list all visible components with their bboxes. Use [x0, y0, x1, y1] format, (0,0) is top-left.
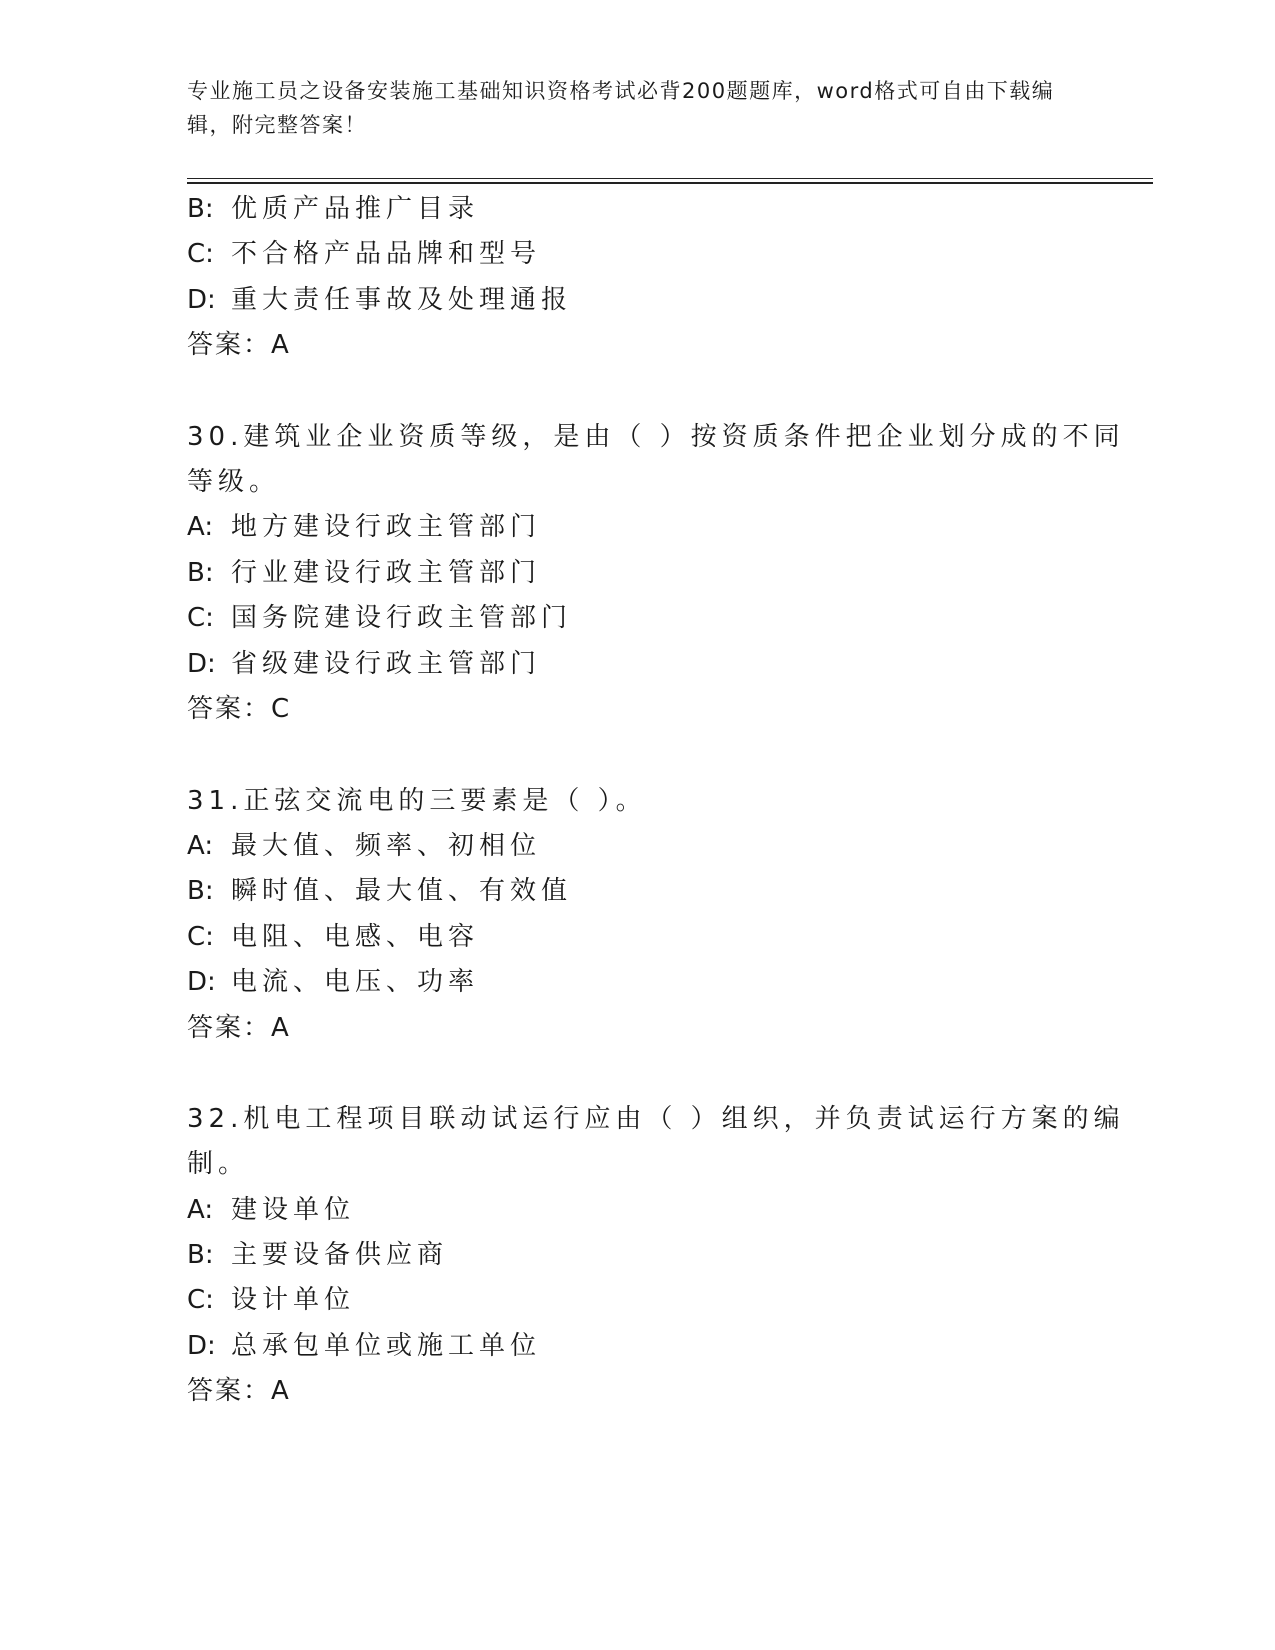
option-text: 重大责任事故及处理通报	[231, 285, 573, 315]
option-b	[187, 1240, 448, 1270]
option-b	[187, 558, 541, 588]
option-b	[187, 876, 572, 906]
option-letter: C:	[187, 922, 214, 952]
header-divider-thin	[187, 178, 1153, 179]
option-text: 主要设备供应商	[231, 1240, 449, 1270]
option-a	[187, 1195, 355, 1225]
answer: 答案：C	[187, 694, 292, 724]
option-letter: D:	[187, 285, 216, 315]
option-letter: B:	[187, 194, 214, 224]
option-c	[187, 922, 479, 952]
option-d	[187, 1331, 541, 1361]
option-letter: C:	[187, 603, 214, 633]
option-letter: C:	[187, 239, 214, 269]
answer: 答案：A	[187, 1013, 291, 1043]
option-letter: D:	[187, 967, 216, 997]
option-text: 行业建设行政主管部门	[231, 558, 542, 588]
answer: 答案：A	[187, 330, 291, 360]
option-b	[187, 194, 479, 224]
option-letter: B:	[187, 1240, 214, 1270]
question-32-stem: 32.机电工程项目联动试运行应由（ ）组织，并负责试运行方案的编	[187, 1104, 1125, 1134]
option-text: 最大值、频率、初相位	[231, 831, 542, 861]
option-text: 设计单位	[231, 1285, 356, 1315]
option-text: 瞬时值、最大值、有效值	[231, 876, 573, 906]
option-c	[187, 603, 572, 633]
option-d	[187, 967, 479, 997]
option-letter: A:	[187, 831, 214, 861]
option-letter: B:	[187, 876, 214, 906]
option-d	[187, 649, 541, 679]
answer: 答案：A	[187, 1376, 291, 1406]
option-c	[187, 1285, 355, 1315]
option-letter: A:	[187, 512, 214, 542]
option-letter: D:	[187, 649, 216, 679]
option-letter: D:	[187, 1331, 216, 1361]
question-32-stem-cont: 制。	[187, 1149, 250, 1179]
option-text: 优质产品推广目录	[231, 194, 480, 224]
option-text: 电流、电压、功率	[231, 967, 480, 997]
option-letter: A:	[187, 1195, 214, 1225]
option-letter: C:	[187, 1285, 214, 1315]
option-letter: B:	[187, 558, 214, 588]
header-divider-thick	[187, 182, 1153, 184]
option-text: 总承包单位或施工单位	[231, 1331, 542, 1361]
document-header: 专业施工员之设备安装施工基础知识资格考试必背200题题库，word格式可自由下载编辑，附完整答案！	[187, 79, 1055, 137]
option-c	[187, 239, 541, 269]
option-text: 地方建设行政主管部门	[231, 512, 542, 542]
question-30-stem: 30.建筑业企业资质等级，是由（ ）按资质条件把企业划分成的不同	[187, 422, 1125, 452]
option-text: 省级建设行政主管部门	[231, 649, 542, 679]
option-a	[187, 831, 541, 861]
option-text: 不合格产品品牌和型号	[231, 239, 542, 269]
option-text: 国务院建设行政主管部门	[231, 603, 573, 633]
option-text: 电阻、电感、电容	[231, 922, 480, 952]
option-a	[187, 512, 541, 542]
option-d	[187, 285, 572, 315]
question-30-stem-cont: 等级。	[187, 467, 281, 497]
option-text: 建设单位	[231, 1195, 356, 1225]
question-31-stem: 31.正弦交流电的三要素是（ ）。	[187, 786, 647, 816]
